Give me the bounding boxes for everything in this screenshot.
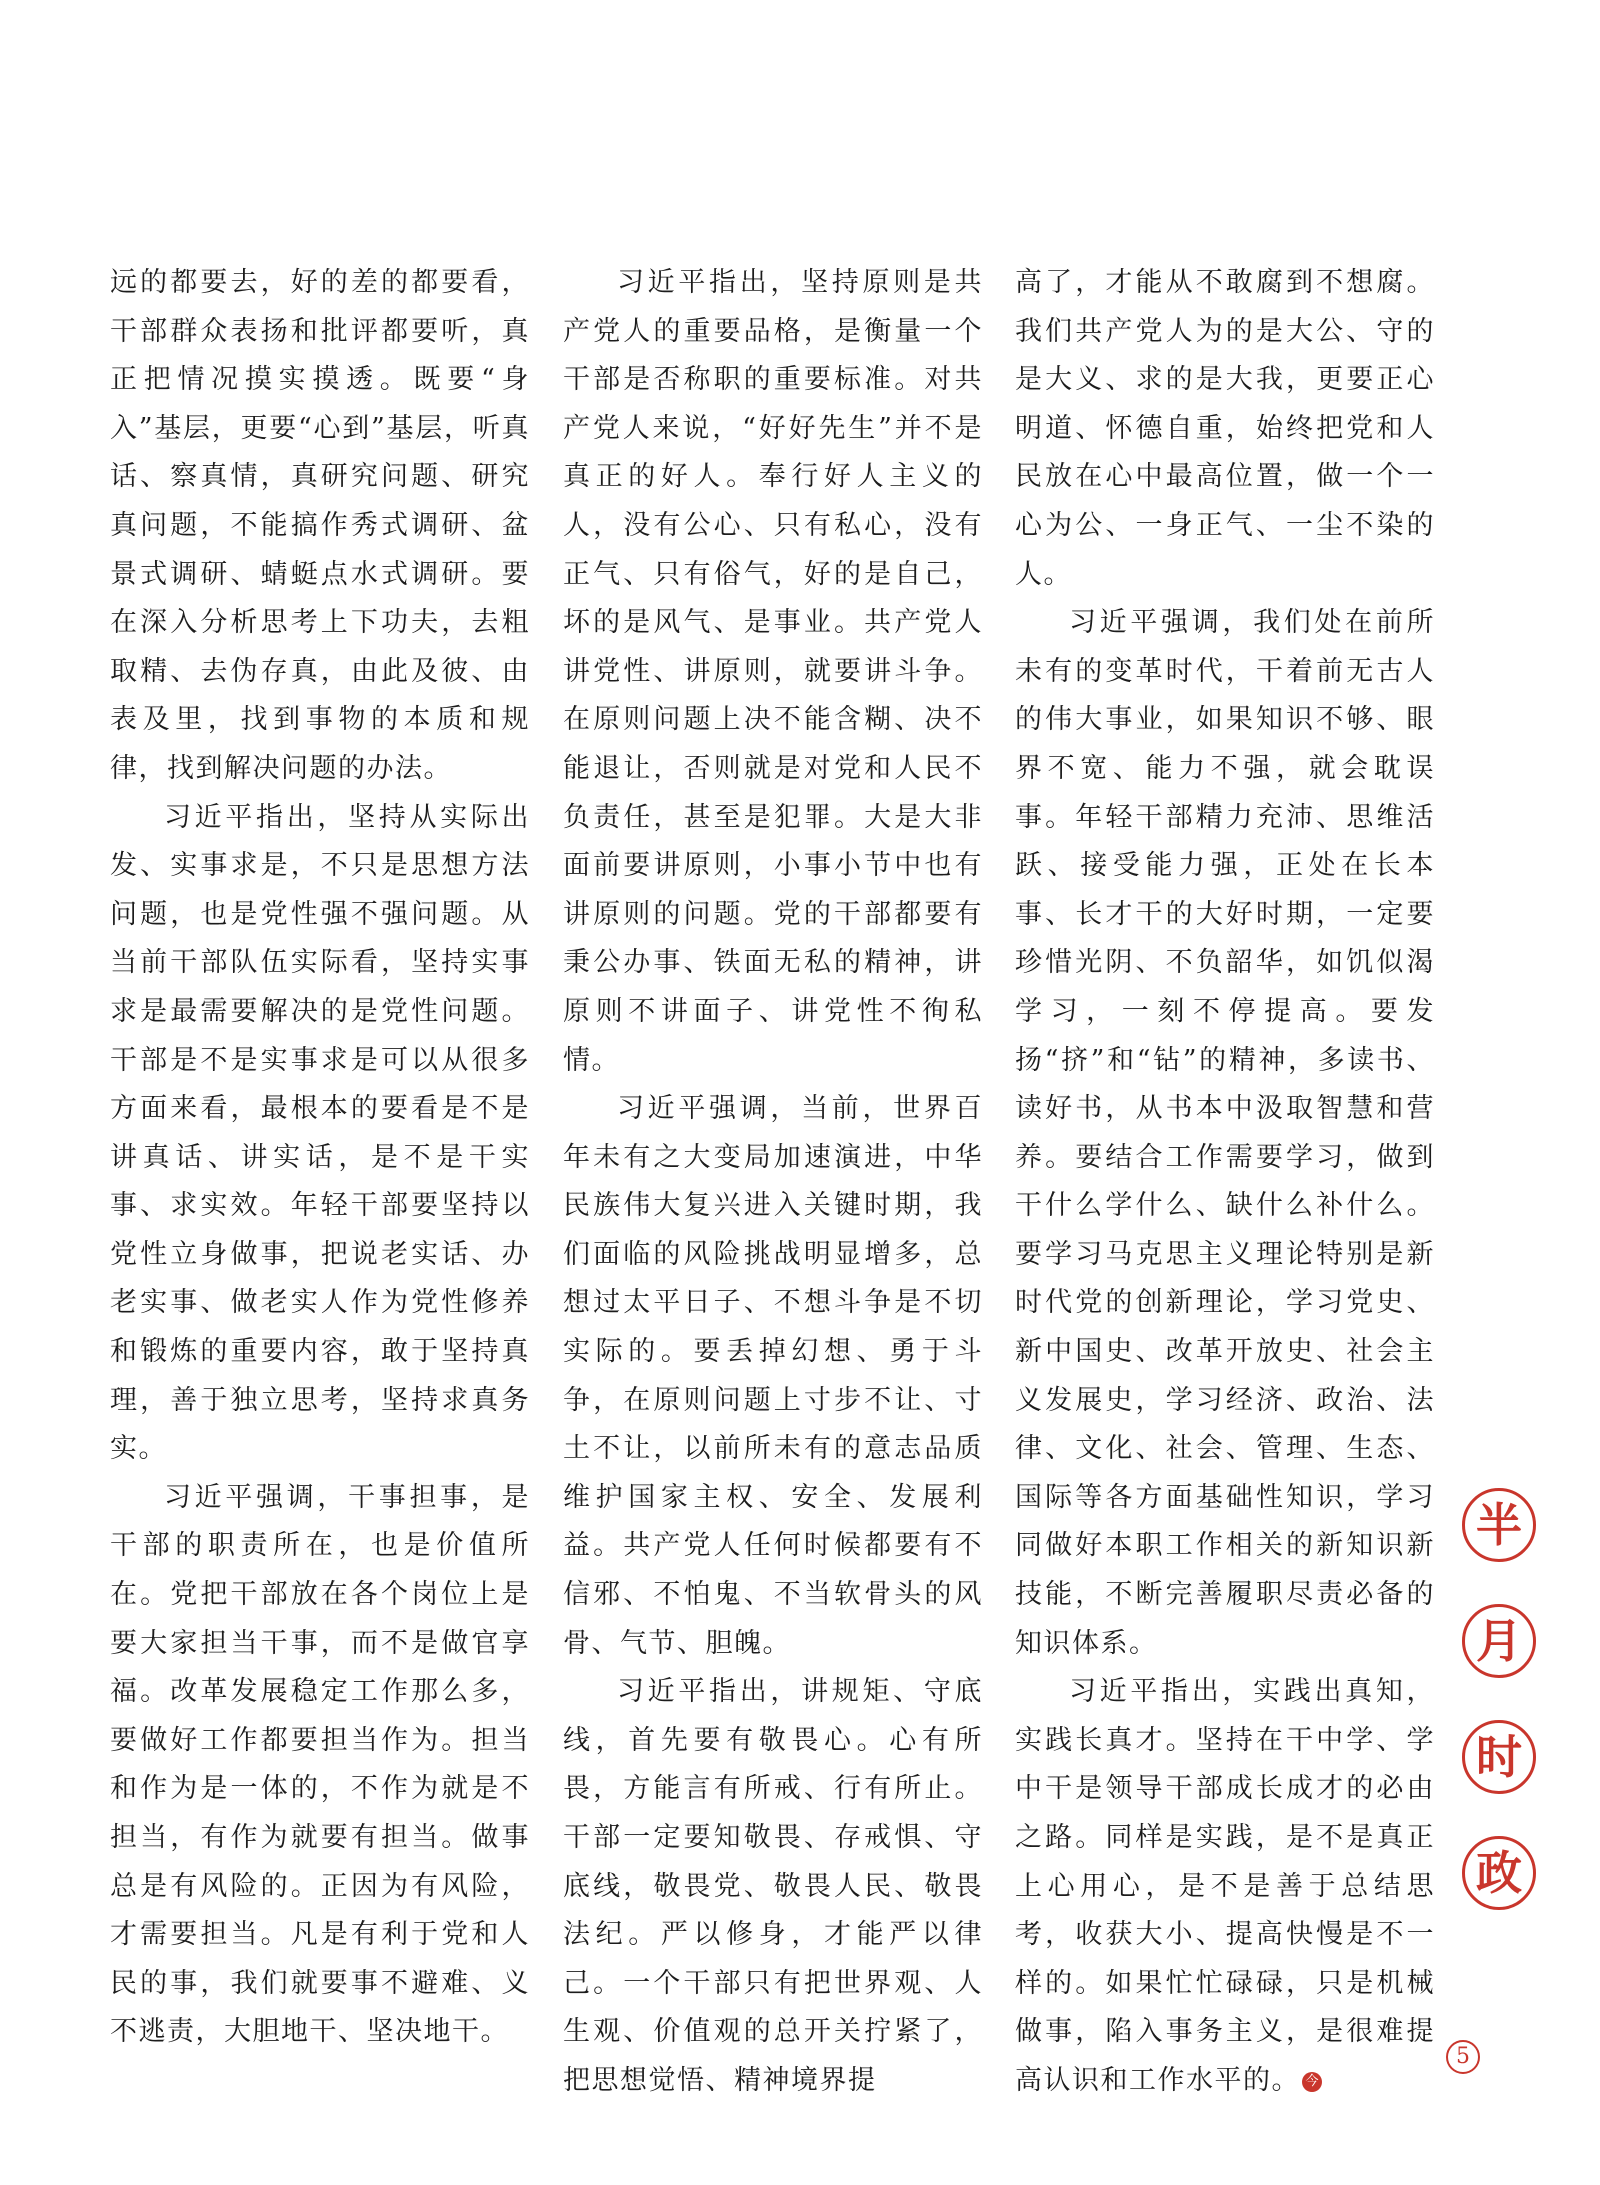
text-column-3 <box>1015 259 1435 2106</box>
paragraph: 习近平指出，坚持原则是共产党人的重要品格，是衡量一个干部是否称职的重要标准。对共产党人来说，“好好先生”并不是真正的好人。奉行好人主义的人，没有公心、只有私心，没有正气、只有俗气，好的是自己，坏的是风气、是事业。共产党人讲党性、讲原则，就要讲斗争。在原则问题上决不能含糊、决不能退让，否则就是对党和人民不负责任，甚至是犯罪。大是大非面前要讲原则，小事小节中也有讲原则的问题。党的干部都要有秉公办事、铁面无私的精神，讲原则不讲面子、讲党性不徇私情。 <box>563 267 983 1076</box>
paragraph: 习近平指出，坚持从实际出发、实事求是，不只是思想方法问题，也是党性强不强问题。从当前干部队伍实际看，坚持实事求是最需要解决的是党性问题。干部是不是实事求是可以从很多方面来看，最根本的要看是不是讲真话、讲实话，是不是干实事、求实效。年轻干部要坚持以党性立身做事，把说老实话、办老实事、做老实人作为党性修养和锻炼的重要内容，敢于坚持真理，善于独立思考，坚持求真务实。 <box>110 801 530 1465</box>
page-number: 5 <box>1446 2040 1480 2074</box>
paragraph: 远的都要去，好的差的都要看，干部群众表扬和批评都要听，真正把情况摸实摸透。既要“身入”基层，更要“心到”基层，听真话、察真情，真研究问题、研究真问题，不能搞作秀式调研、盆景式调研、蜻蜓点水式调研。要在深入分析思考上下功夫，去粗取精、去伪存真，由此及彼、由表及里，找到事物的本质和规律，找到解决问题的办法。 <box>110 267 530 784</box>
text-column-2 <box>563 259 983 2106</box>
tag-character: 政 <box>1462 1836 1536 1910</box>
tag-character: 月 <box>1462 1604 1536 1678</box>
text-column-1 <box>110 259 530 2057</box>
tag-character: 半 <box>1462 1488 1536 1562</box>
paragraph-text: 习近平指出，实践出真知，实践长真才。坚持在干中学、学中干是领导干部成长成才的必由之路。同样是实践，是不是真正上心用心，是不是善于总结思考，收获大小、提高快慢是不一样的。如果忙忙碌碌，只是机械做事，陷入事务主义，是很难提高认识和工作水平的。 <box>1015 1676 1435 2096</box>
column-section-tag <box>1462 1488 1542 1952</box>
paragraph: 习近平强调，当前，世界百年未有之大变局加速演进，中华民族伟大复兴进入关键时期，我们面临的风险挑战明显增多，总想过太平日子、不想斗争是不切实际的。要丢掉幻想、勇于斗争，在原则问题上寸步不让、寸土不让，以前所未有的意志品质维护国家主权、安全、发展利益。共产党人任何时候都要有不信邪、不怕鬼、不当软骨头的风骨、气节、胆魄。 <box>563 1093 983 1659</box>
paragraph: 习近平强调，我们处在前所未有的变革时代，干着前无古人的伟大事业，如果知识不够、眼界不宽、能力不强，就会耽误事。年轻干部精力充沛、思维活跃、接受能力强，正处在长本事、长才干的大好时期，一定要珍惜光阴、不负韶华，如饥似渴学习，一刻不停提高。要发扬“挤”和“钻”的精神，多读书、读好书，从书本中汲取智慧和营养。要结合工作需要学习，做到干什么学什么、缺什么补什么。要学习马克思主义理论特别是新时代党的创新理论，学习党史、新中国史、改革开放史、社会主义发展史，学习经济、政治、法律、文化、社会、管理、生态、国际等各方面基础性知识，学习同做好本职工作相关的新知识新技能，不断完善履职尽责必备的知识体系。 <box>1015 607 1435 1659</box>
paragraph: 高了，才能从不敢腐到不想腐。我们共产党人为的是大公、守的是大义、求的是大我，更要正心明道、怀德自重，始终把党和人民放在心中最高位置，做一个一心为公、一身正气、一尘不染的人。 <box>1015 267 1435 590</box>
tag-character: 时 <box>1462 1720 1536 1794</box>
paragraph <box>1015 1668 1435 2105</box>
paragraph: 习近平强调，干事担事，是干部的职责所在，也是价值所在。党把干部放在各个岗位上是要大家担当干事，而不是做官享福。改革发展稳定工作那么多，要做好工作都要担当作为。担当和作为是一体的，不作为就是不担当，有作为就要有担当。做事总是有风险的。正因为有风险，才需要担当。凡是有利于党和人民的事，我们就要事不避难、义不逃责，大胆地干、坚决地干。 <box>110 1481 530 2048</box>
end-mark-icon: 今 <box>1302 2072 1322 2092</box>
paragraph: 习近平指出，讲规矩、守底线，首先要有敬畏心。心有所畏，方能言有所戒、行有所止。干部一定要知敬畏、存戒惧、守底线，敬畏党、敬畏人民、敬畏法纪。严以修身，才能严以律己。一个干部只有把世界观、人生观、价值观的总开关拧紧了，把思想觉悟、精神境界提 <box>563 1676 983 2096</box>
